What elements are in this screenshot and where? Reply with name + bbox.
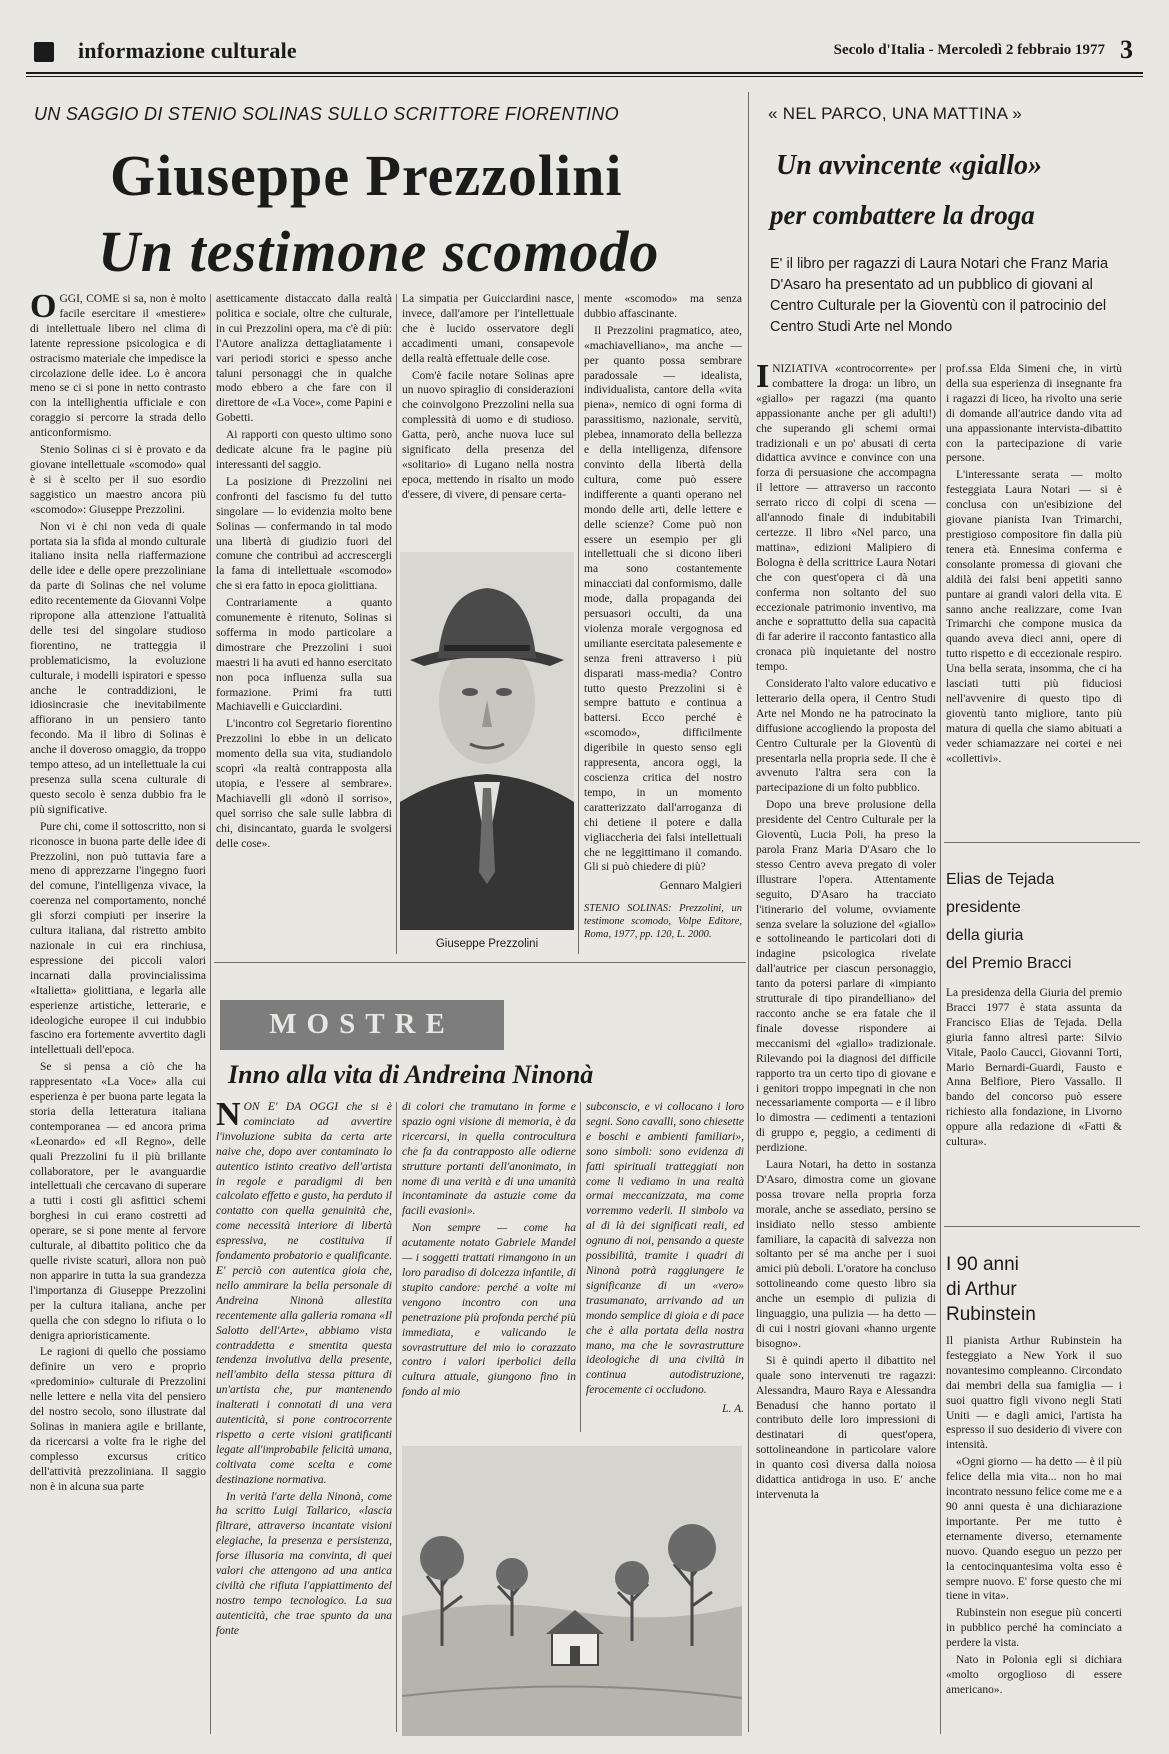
column-rule xyxy=(578,294,579,954)
section-rule xyxy=(944,842,1140,843)
dropcap: O xyxy=(30,292,57,325)
main-col-1: OGGI, COME si sa, non è molto facile esercitare il «mestiere» di intellettuale libero nel clima di latente repressione psicologica e di ostracismo materiale che impedisce la circolazione delle idee. Lo è ancora meno se ci si pone in netto contrasto con la intellighentia ufficiale e con coraggio si percorre la strada dello anticonformismo. Stenio Solinas ci si è provato e da giovane intellettuale «scomodo» qual è si è scelto per il suo esordio saggistico un maestro ancora più «scomodo»: Giuseppe Prezzolini. Non vi è chi non veda di quale portata sia la sfida al mondo culturale italiano insita nella riaffermazione delle idee e delle opere prezzoliniane da parte di Solinas che nel volume edito recentemente da Giovanni Volpe ripropone alla attenzione l'attualità delle tesi del singolare studioso fiorentino, ne tratteggia il problematicismo, la evoluzione culturale, i modelli ispiratori e spesso anche le contraddizioni, le idiosincrasie che inevitabilmente affiorano in un pensiero tanto fecondo. Ma il libro di Solinas è anche il doveroso omaggio, da troppo tempo atteso, ad un intellettuale la cui presenza sulla scena culturale di questo secolo è senza dubbio fra le più significative. Pure chi, come il sottoscritto, non si riconosce in buona parte delle idee di Prezzolini, non può tuttavia fare a meno di apprezzarne l'ingegno fuori del comune, l'intelligenza vivace, la coerenza nel comportamento, nonché gli sforzi compiuti per inserire la cultura italiana, dal ristretto ambito nazionale in cui era rinchiusa, espressione dei piccoli valori incarnati dalla provincialissima «Italietta» giolittiana, e legarla alle esperienze artistiche, letterarie, e ideologiche europee il cui indubbio fascino era fortemente avvertito dagli intellettuali dell'epoca. Se si pensa a ciò che ha rappresentato «La Voce» alla cui esperienza è per buona parte legata la storia della letteratura italiana contemporanea — ed ancora prima «Leonardo» ed «Il Regno», delle quali Prezzolini fu il più brillante collaboratore, per le avanguardie intellettuali che cercavano di superare a tutti i costi gli asfittici schemi borghesi in cui erano costretti ad operare, se si pone mente al fervore culturale, al dibattito politico che da quelle riviste scaturì, allora non può non apparire in tutta la sua grandezza l'importanza di Giuseppe Prezzolini per la cultura italiana, anche per quella che con sdegno lo rifiuta o lo denigra aprioristicamente. Le ragioni di quello che possiamo definire un vero e proprio «predominio» culturale di Prezzolini nelle lettere e nella vita del pensiero del nostro secolo, sono illustrate dal Solinas in maniera agile e brillante, da ricercarsi a volte fra le righe del complesso excursus critico dell'attività prezzoliniana. Il saggio non è in alcuna sua parte xyxy=(30,292,206,1493)
dropcap: N xyxy=(216,1100,241,1133)
rubinstein-body: Il pianista Arthur Rubinstein ha festeggiato a New York il suo novantesimo compleanno. Circondato dai membri della sua famiglia — i suoi quattro figli vivono negli Stati Uniti — e dagli amici, l'artista ha espresso il suo desiderio di vivere con intensità. «Ogni giorno — ha detto — è il più felice della mia vita... non ho mai incontrato nessuno felice come me e a 90 anni questa è una dichiarazione importante. Per me tutto è eternamente diverso, eternamente nuovo. Quando eseguo un pezzo per la centocinquantesima volta esso è sempre nuovo. E' forse questo che mi tiene in vita». Rubinstein non esegue più concerti in pubblico perché ha cominciato a perdere la vista. Nato in Polonia egli si dichiara «molto orgoglioso di essere americano». xyxy=(946,1335,1122,1696)
column-divider-main xyxy=(748,92,749,1732)
mostre-col-1: NON E' DA OGGI che si è cominciato ad avvertire l'involuzione subita da certa arte naive che, dopo aver contaminato lo autentico istinto creativo dell'artista in regole e paradigmi di ben calcolato effetto e gusto, ha perduto il contatto con quella genuinità che, come necessità interiore di libertà espressiva, ne costituiva il fondamento probatorio e qualificante. E' perciò con autentica gioia che, nello ammirare la bella personale di Andreina Ninonà allestita recentemente alla galleria romana «Il Salotto dell'Arte», abbiamo vista contraddetta e smentita questa tendenza involutiva della presente, nell'ambito della stessa pittura di un'artista che, pur mantenendo inalterati i connotati di una vera autenticità, si pone controcorrente rispetto a certe visioni gratificanti legate all'improbabile felicità umana, coltivata come scelta e come destinazione normativa. In verità l'arte della Ninonà, come ha scritto Luigi Tallarico, «lascia filtrare, attraverso incantate visioni elegiache, la presenza e persistenza, forse illusoria ma convinta, di quei valori che attengono ad una antica civiltà che rifiuta l'appiattimento del nostro tempo tecnologico. La sua autenticità, che trae spunto da una fonte xyxy=(216,1100,392,1637)
dropcap: I xyxy=(756,362,770,395)
section-title: informazione culturale xyxy=(78,38,297,63)
tejada-body: La presidenza della Giuria del premio Bracci 1977 è stata assunta da Francisco Elias de Tejada. Della giuria fanno altresì parte: Silvio Vitale, Paolo Caucci, Giovanni Torti, Mario Bernardi-Guardi, Fausto e Anna Belfiore, Piero Vassallo. Il bando del concorso può essere richiesto alla fondazione, in Livorno oppure alla redazione di «Fatti & cultura». xyxy=(946,987,1122,1149)
main-col-3: La simpatia per Guicciardini nasce, invece, dall'amore per l'intellettuale che è lucido osservatore degli accadimenti umani, consapevole della realtà effettuale delle cose. Com'è facile notare Solinas apre un nuovo spiraglio di considerazioni che coinvolgono Prezzolini nella sua complessità di uomo e di studioso. Gatta, però, anche nuova luce sul significato della presenza del «solitario» di Lugano nella nostra epoca, mettendo in risalto un modo d'essere, di vivere, di pensare certa- xyxy=(402,293,574,501)
masthead-rule xyxy=(26,72,1143,74)
main-col-2: asetticamente distaccato dalla realtà politica e sociale, oltre che culturale, in cui Prezzolini opera, ma c'è di più: l'Autore analizza dettagliatamente i vari periodi storici e spesso anche taluni personaggi che in qualche modo ebbero a che fare con il direttore de «La Voce», come Papini e Gobetti. Ai rapporti con questo ultimo sono dedicate alcune fra le pagine più interessanti del saggio. La posizione di Prezzolini nei confronti del fascismo fu del tutto singolare — lo evidenzia molto bene Solinas — confermando in tal modo una libertà di giudizio fuori del comune che contribuì ad accrescergli la fama di intellettuale «scomodo» che si era fatto in epoca giolittiana. Contrariamente a quanto comunemente è ritenuto, Solinas si sofferma in modo particolare a dimostrare che Prezzolini i suoi maestri li ha avuti ed hanno esercitato non poca influenza sulla sua formazione. Primi fra tutti Machiavelli e Guicciardini. L'incontro col Segretario fiorentino Prezzolini lo ebbe in un delicato momento della sua vita, studiandolo scoprì «la realtà contrapposta alla utopia, e l'essere al sembrare». Machiavelli gli «donò il sorriso», quel sorriso che sale sulle labbra di chi, disincantato, guarda le svolgersi delle cose». xyxy=(216,293,392,850)
right-headline-1: Un avvincente «giallo» xyxy=(776,150,1042,181)
rubinstein-title: I 90 anni di Arthur Rubinstein xyxy=(946,1254,1036,1325)
column-rule xyxy=(396,294,397,954)
right-deck: E' il libro per ragazzi di Laura Notari che Franz Maria D'Asaro ha presentato ad un pubblico di giovani al Centro Culturale per la Gioventù con il patrocinio del Centro Studi Arte nel Mondo xyxy=(770,256,1109,335)
book-reference: STENIO SOLINAS: Prezzolini, un testimone scomodo, Volpe Editore, Roma, 1977, pp. 120, L. 2000. xyxy=(584,903,742,940)
photo-caption: Giuseppe Prezzolini xyxy=(435,938,539,950)
right-kicker: « NEL PARCO, UNA MATTINA » xyxy=(768,104,1023,123)
column-rule xyxy=(396,1102,397,1732)
column-rule xyxy=(210,294,211,1734)
column-rule xyxy=(940,364,941,1734)
main-kicker: UN SAGGIO DI STENIO SOLINAS SULLO SCRITTORE FIORENTINO xyxy=(34,104,619,124)
main-signature: Gennaro Malgieri xyxy=(659,880,742,892)
tejada-title: Elias de Tejada presidente della giuria del Premio Bracci xyxy=(946,871,1072,972)
section-rule xyxy=(214,962,746,963)
masthead-rule-thin xyxy=(26,76,1143,77)
right-col-1: INIZIATIVA «controcorrente» per combattere la droga: un libro, un «giallo» per ragazzi (ma quanto appassionante anche per gli adulti!) che superando gli schemi ormai tradizionali e un po' abusati di certa didattica avvince e convince con una forza di persuasione che accompagna il lettore — attraverso un racconto serrato ricco di colpi di scena — all'annodo finale di indubitabili certezze. Il libro «Nel parco, una mattina», edizioni Malipiero di Bologna è della scrittrice Laura Notari che con quest'opera ci dà una conferma non soltanto del suo eccezionale patrimonio inventivo, ma anche e soprattutto della sua capacità di far aderire il racconto fantastico alla cronaca più inquietante del nostro tempo. Considerato l'alto valore educativo e letterario della opera, il Centro Studi Arte nel Mondo ne ha patrocinato la diffusione accogliendo la proposta del Centro Culturale per la Gioventù di presentarla nella propria sede. Il che è avvenuto l'altra sera con la partecipazione di un folto pubblico. Dopo una breve prolusione della presidente del Centro Culturale per la Gioventù, Lucia Poli, ha preso la parola Franz Maria D'Asaro che lo stesso Centro aveva pregato di voler illustrare l'opera. Attentamente seguito, D'Asaro ha tracciato l'itinerario del volume, ovviamente senza svelare la soluzione del «giallo» e sottolineando le particolari doti di indagine psicologica rivelate dall'autrice per ciascun personaggio, tanto da potersi parlare di «impianto strutturale di tipo pirandelliano» del racconto anche se era fatale che il finale dovesse rispondere ai meccanismi del «giallo» tradizionale. Rilevando poi la diagnosi del difficile rapporto tra un certo tipo di giovane e i genitori troppo impegnati in che non necessariamente comporta — e il libro lo dimostra — cedimenti a tentazioni di gruppo e, peggio, a cedimenti di perdizione. Laura Notari, ha detto in sostanza D'Asaro, dimostra come un giovane possa trovare nella propria forza morale, anche se assediato, persino se insidiato nello stesso ambiente familiare, la capacità di salvezza non soltanto per sé ma anche per i suoi amici più deboli. L'oratore ha concluso sottolineando come questo libro sia anche un esempio di pulizia di linguaggio, una pulizia — ha detto — di cui i nostri giovani «hanno urgente bisogno». Si è quindi aperto il dibattito nel quale sono intervenuti tre ragazzi: Alessandra, Mauro Raya e Alessandra Benadusi che hanno portato il contributo delle loro impressioni di destinatari di quest'opera, sottolineandone in particolare valore in quanto così diversa dalla noiosa didattica antidroga in uso. E' anche intervenuta la xyxy=(756,362,936,1501)
right-headline-2: per combattere la droga xyxy=(770,200,1035,230)
mostre-title: Inno alla vita di Andreina Ninonà xyxy=(228,1060,594,1089)
column-rule xyxy=(580,1102,581,1432)
prezzolini-photo xyxy=(400,552,574,930)
page-number: 3 xyxy=(1120,35,1133,64)
main-col-4: mente «scomodo» ma senza dubbio affascinante. Il Prezzolini pragmatico, ateo, «machiavelliano», ma anche — per quanto possa sembrare paradossale — idealista, individualista, cantore della «vita piena», nemico di ogni forma di parassitismo, nazionale, servitù, plebea, innamorato della bellezza e della intelligenza, difensore convinto della libertà della cultura, come può essere indifferente a quanti operano nel mondo delle arti, delle lettere e delle scienze? Come può non essere un esempio per gli intellettuali che si dicono liberi ma sono costantemente minacciati dal conformismo, dalle mode, dalla propaganda dei persuasori occulti, da una violenza morale vergognosa ed umiliante esercitata palesemente e senza freni attraverso i più disparati mass-media? Contro tutto questo Prezzolini si è sempre battuto e continua a battersi. Ecco perché è «scomodo», difficilmente digeribile in questo senso egli rappresenta, ancora oggi, la coscienza critica del nostro tempo, in un momento caratterizzato dall'arroganza di chi detiene il potere e dalla vigliaccheria dei falsi intellettuali che ne leggittimano il comando. Gli si può chiedere di più? Gennaro Malgieri xyxy=(584,292,742,892)
painting-illustration xyxy=(402,1446,742,1736)
dateline: Secolo d'Italia - Mercoledì 2 febbraio 1977 xyxy=(833,42,1105,58)
mostre-col-3: subconscio, e vi collocano i loro segni. Sono cavalli, sono chiesette e boschi e ambienti familiari», sono simboli: sono evidenza di fatti spirituali tratteggiati non come li vediamo in una realtà ormai meccanizzata, ma come vorremmo vederli. Il simbolo va al di là dei significati reali, ed ognuno di noi, pensando a queste possibilità, tramite i quadri di Ninonà potrà raggiungere le significanze di un «vero» trasumanato, arrivando ad un mondo semplice di gioia e di pace che è alla portata della nostra mano, ma che le sovrastrutture ideologiche di una civiltà in continua autodistruzione, ferocemente ci occludono. L. A. xyxy=(586,1101,744,1416)
main-headline-2: Un testimone scomodo xyxy=(98,219,660,284)
portrait-illustration xyxy=(400,552,574,930)
naive-painting xyxy=(402,1446,742,1736)
right-col-2: prof.ssa Elda Simeni che, in virtù della sua esperienza di insegnante fra i ragazzi di liceo, ha rivolto una serie di domande all'autrice dando vita ad una appassionante intervista-dibattito con la partecipazione di varie persone. L'interessante serata — molto festeggiata Laura Notari — si è conclusa con un'esibizione del giovane pianista Ivan Trimarchi, prestigioso compositore fin dalla più tenera età. Ennesima conferma e consolante promessa di giovani che aldilà dei falsi beni appetiti sanno puntare ai grandi valori della vita. E sanno anche realizzare, come Ivan Trimarchi che compone musica da quando aveva dieci anni, opere di tutto rispetto e di eccezionale respiro. Una bella serata, insomma, che ci ha lasciati tutti più fiduciosi nell'avvenire di questo tipo di gioventù tanto migliore, tanto più matura di quella che siamo abituati a veder schiamazzare nei cortei e nei «collettivi». xyxy=(946,363,1122,765)
main-headline-1: Giuseppe Prezzolini xyxy=(110,143,623,208)
mostre-signature: L. A. xyxy=(722,1403,744,1416)
section-icon xyxy=(34,42,54,62)
section-rule xyxy=(944,1226,1140,1227)
mostre-col-2: di colori che tramutano in forme e spazio ogni visione di memoria, è da ricercarsi, in quella controcultura che fa da contrapposto alle odierne strutture portanti dell'anonimato, in nome di una verità e di una umanità incontaminate da astuzie come da facili evasioni». Non sempre — come ha acutamente notato Gabriele Mandel — i soggetti trattati rimangono in un loro paradiso di dolcezza infantile, di stupito candore: perché a volte mi vengono incontro con una penetrazione più profonda perché più immediata, e valicando le sovrastrutture del mio io corazzato contro i valori iperbolici della cultura attuale, giungono fino in fondo al mio xyxy=(402,1101,576,1399)
mostre-banner-label: MOSTRE xyxy=(269,1008,455,1040)
